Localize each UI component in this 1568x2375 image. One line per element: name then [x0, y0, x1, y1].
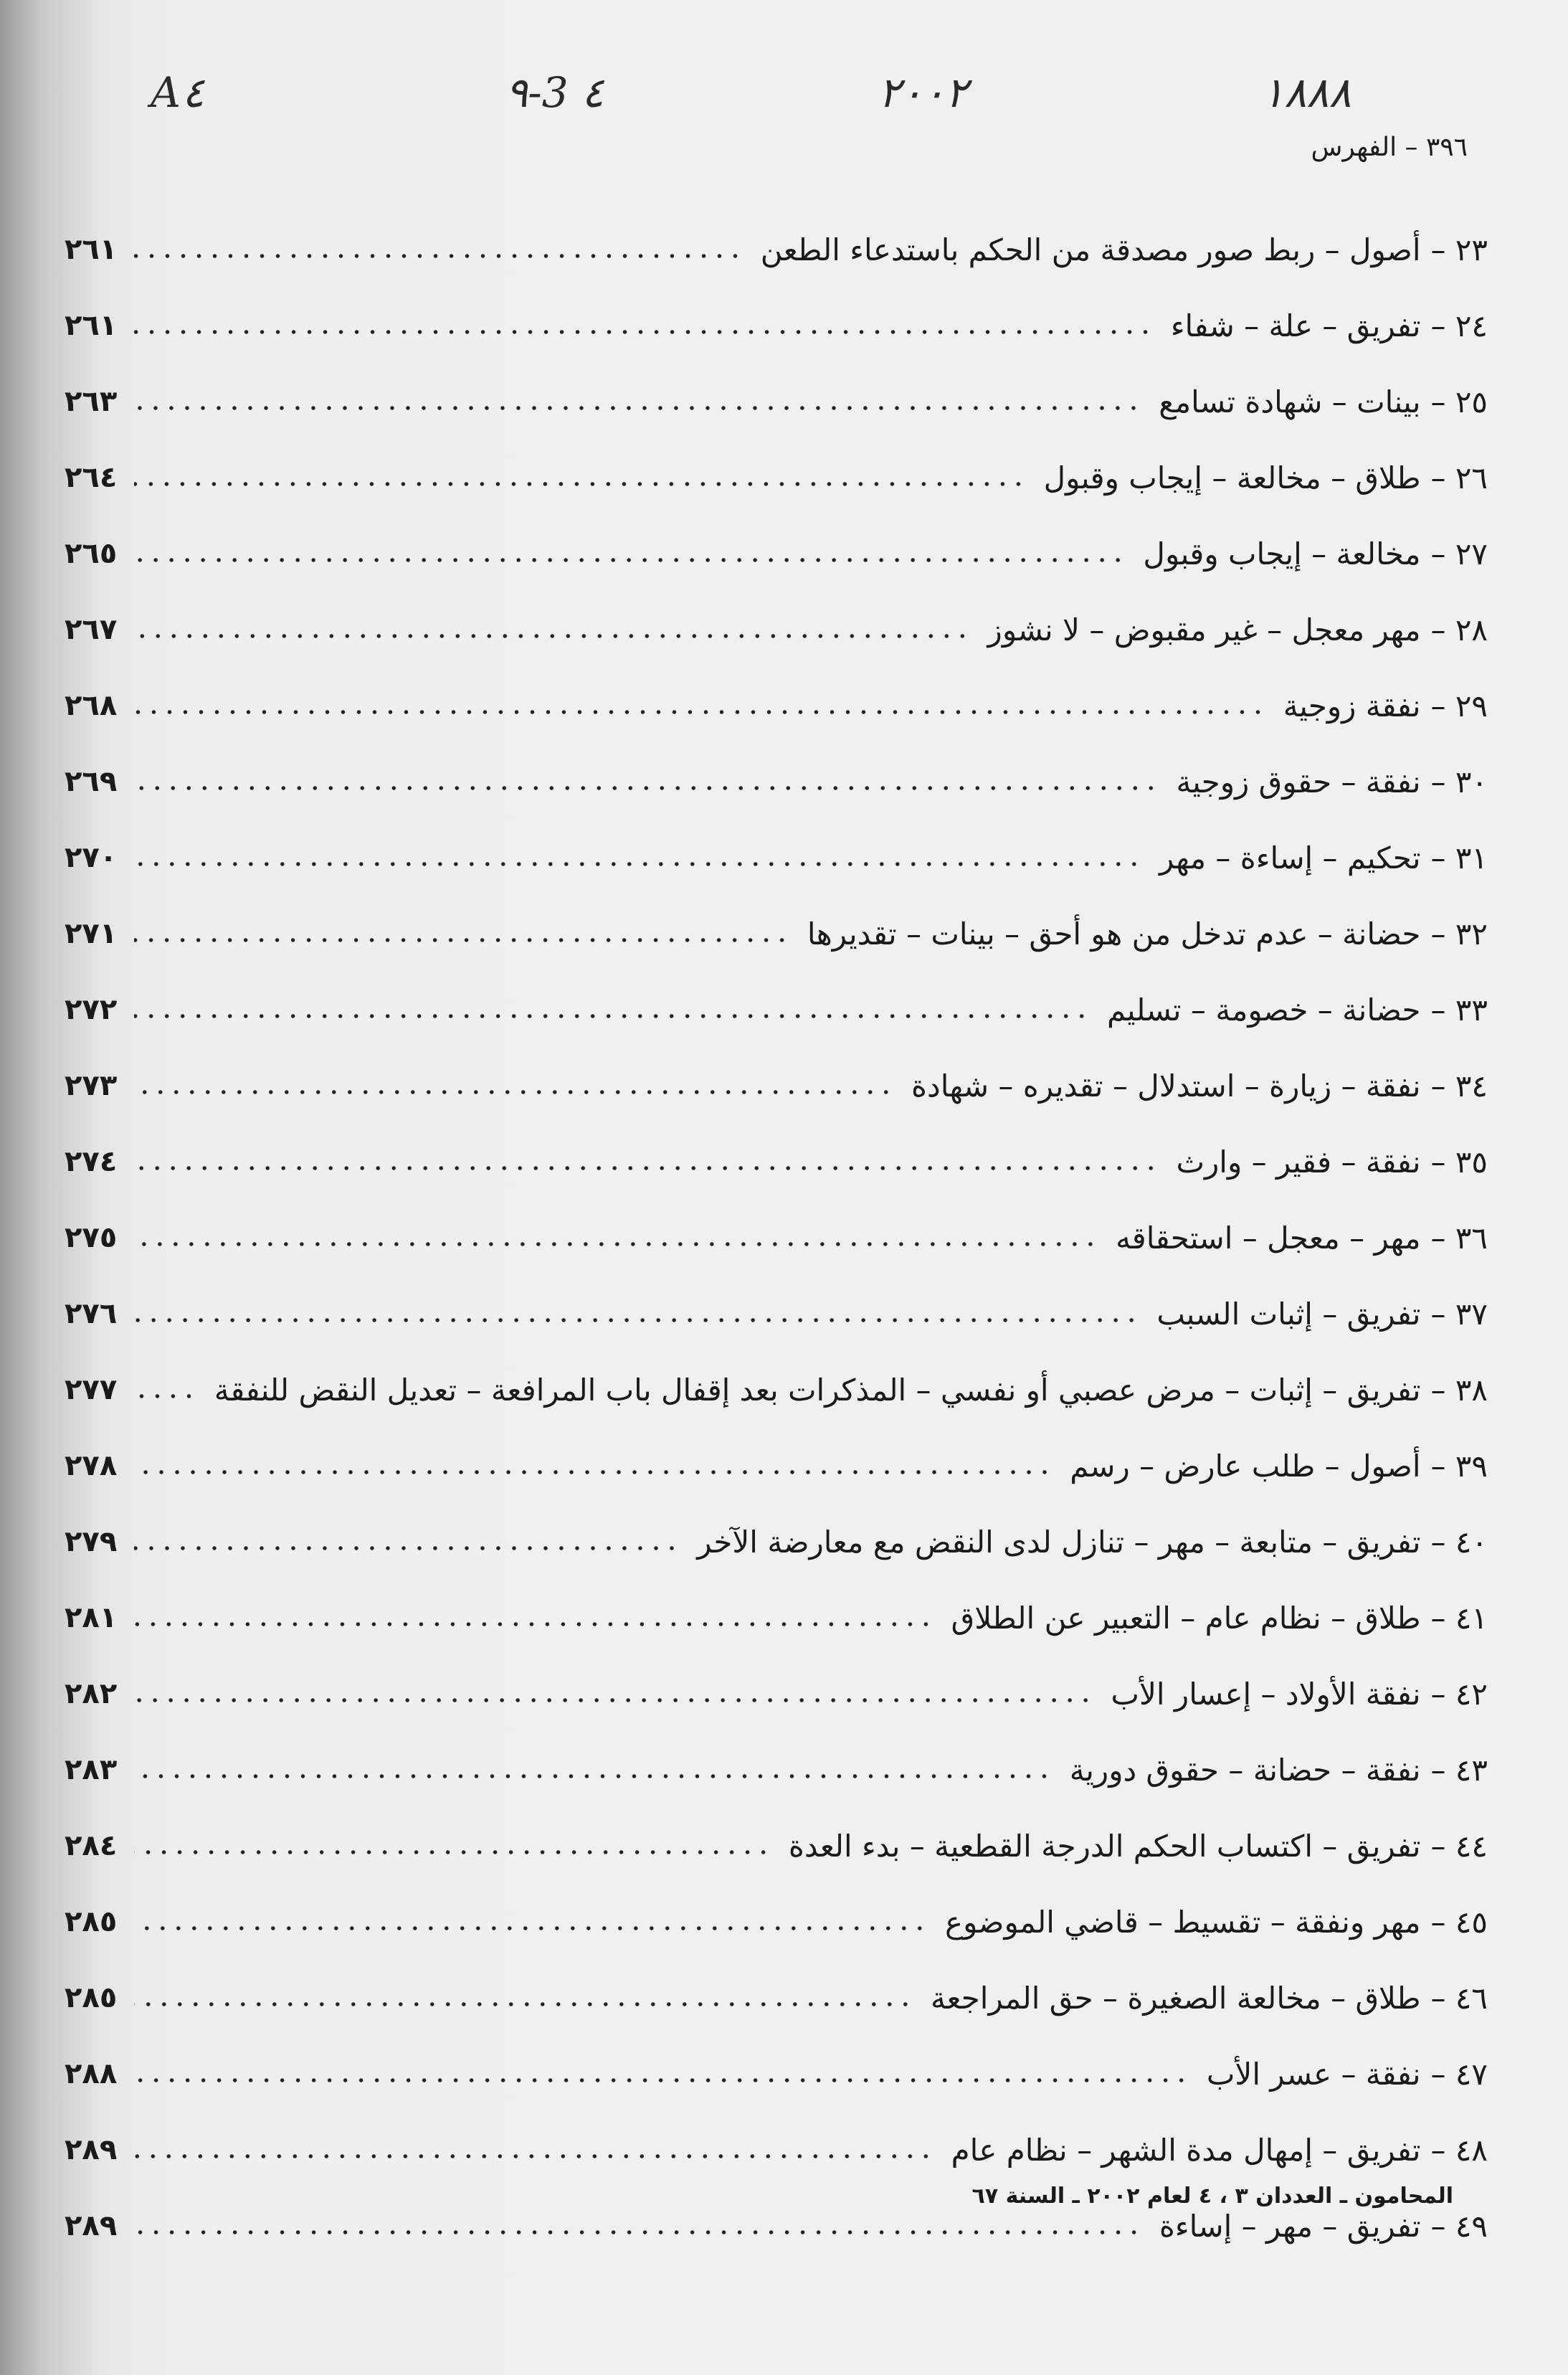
- dot-leader: [134, 481, 1026, 487]
- toc-entry: [65, 592, 1488, 668]
- toc-entry: [65, 1352, 1488, 1428]
- toc-entry: [65, 364, 1488, 440]
- header-page-number: ٣٩٦: [1425, 133, 1468, 162]
- entry-number: ٤٨ –: [1430, 2132, 1488, 2168]
- entry-page-number: ٢٦٣: [65, 385, 118, 418]
- dot-leader: [134, 1317, 1139, 1323]
- entry-page-number: ٢٦٥: [65, 537, 118, 570]
- entry-title: تفريق – مهر – إساءة: [1159, 2208, 1421, 2244]
- toc-entry: [65, 1048, 1488, 1124]
- entry-page-number: ٢٦١: [65, 309, 118, 342]
- entry-title: أصول – ربط صور مصدقة من الحكم باستدعاء الطعن: [760, 232, 1421, 267]
- table-of-contents: [65, 212, 1488, 2264]
- entry-title: مهر – معجل – استحقاقه: [1116, 1220, 1421, 1256]
- toc-entry: [65, 1732, 1488, 1808]
- toc-entry: [65, 2036, 1488, 2112]
- entry-page-number: ٢٨٩: [65, 2133, 118, 2166]
- entry-number: ٤٧ –: [1430, 2056, 1488, 2092]
- entry-page-number: ٢٧٣: [65, 1069, 118, 1102]
- entry-title: نفقة – عسر الأب: [1206, 2056, 1421, 2092]
- entry-page-number: ٢٨٥: [65, 1981, 118, 2014]
- dot-leader: [134, 1165, 1159, 1171]
- dot-leader: [134, 1241, 1098, 1247]
- entry-title: تفريق – إمهال مدة الشهر – نظام عام: [951, 2132, 1421, 2168]
- dot-leader: [134, 1545, 680, 1551]
- toc-entry: [65, 896, 1488, 972]
- toc-entry: [65, 288, 1488, 364]
- dot-leader: [134, 329, 1154, 335]
- toc-entry: [65, 1428, 1488, 1504]
- dot-leader: [134, 709, 1265, 715]
- entry-number: ٣٧ –: [1430, 1296, 1488, 1332]
- handwritten-note-3: ٢٠٠٢: [878, 68, 968, 117]
- entry-number: ٣٩ –: [1430, 1448, 1488, 1484]
- entry-number: ٢٨ –: [1430, 612, 1488, 648]
- entry-title: طلاق – نظام عام – التعبير عن الطلاق: [951, 1600, 1421, 1636]
- entry-title: نفقة – زيارة – استدلال – تقديره – شهادة: [911, 1068, 1421, 1104]
- entry-number: ٤٥ –: [1430, 1904, 1488, 1940]
- dot-leader: [134, 2077, 1189, 2083]
- dot-leader: [134, 633, 970, 639]
- entry-page-number: ٢٦٧: [65, 613, 118, 646]
- toc-entry: [65, 1656, 1488, 1732]
- toc-entry: [65, 972, 1488, 1048]
- entry-page-number: ٢٨٢: [65, 1677, 118, 1710]
- dot-leader: [134, 1469, 1053, 1475]
- header-section-title: الفهرس: [1311, 133, 1397, 162]
- entry-number: ٣٨ –: [1430, 1372, 1488, 1408]
- toc-entry: [65, 820, 1488, 896]
- handwritten-note-4: ١٨٨٨: [1262, 68, 1351, 117]
- dot-leader: [134, 1697, 1093, 1703]
- toc-entry: [65, 1960, 1488, 2036]
- entry-number: ٣٦ –: [1430, 1220, 1488, 1256]
- dot-leader: [134, 1393, 196, 1399]
- entry-number: ٣٢ –: [1430, 916, 1488, 952]
- entry-title: تفريق – إثبات – مرض عصبي أو نفسي – المذكرات بعد إقفال باب المرافعة – تعديل النقض للنفقة: [214, 1372, 1421, 1408]
- entry-number: ٢٧ –: [1430, 536, 1488, 572]
- entry-page-number: ٢٦١: [65, 233, 118, 266]
- entry-page-number: ٢٦٩: [65, 765, 118, 798]
- entry-title: تحكيم – إساءة – مهر: [1159, 840, 1421, 876]
- entry-title: تفريق – إثبات السبب: [1156, 1296, 1421, 1332]
- entry-number: ٢٩ –: [1430, 688, 1488, 724]
- entry-title: نفقة – فقير – وارث: [1176, 1144, 1421, 1180]
- entry-title: طلاق – مخالعة – إيجاب وقبول: [1043, 460, 1421, 496]
- entry-page-number: ٢٧١: [65, 917, 118, 950]
- entry-page-number: ٢٧٠: [65, 841, 118, 874]
- dot-leader: [134, 1773, 1052, 1779]
- toc-entry: [65, 1200, 1488, 1276]
- entry-number: ٤٩ –: [1430, 2208, 1488, 2244]
- entry-page-number: ٢٧٤: [65, 1145, 118, 1178]
- entry-number: ٢٥ –: [1430, 384, 1488, 419]
- dot-leader: [134, 1621, 933, 1627]
- entry-title: نفقة زوجية: [1283, 688, 1421, 724]
- entry-page-number: ٢٨٤: [65, 1829, 118, 1862]
- entry-page-number: ٢٧٦: [65, 1297, 118, 1330]
- dot-leader: [134, 405, 1141, 411]
- toc-entry: [65, 1276, 1488, 1352]
- entry-page-number: ٢٨٩: [65, 2209, 118, 2242]
- dot-leader: [134, 861, 1142, 867]
- dot-leader: [134, 2001, 913, 2007]
- entry-title: تفريق – اكتساب الحكم الدرجة القطعية – بدء العدة: [788, 1828, 1421, 1864]
- page-header: ٣٩٦ – الفهرس: [1311, 133, 1468, 162]
- entry-title: نفقة – حضانة – حقوق دورية: [1069, 1752, 1421, 1788]
- toc-entry: [65, 668, 1488, 744]
- entry-page-number: ٢٧٧: [65, 1373, 118, 1406]
- toc-entry: [65, 1580, 1488, 1656]
- entry-page-number: ٢٧٥: [65, 1221, 118, 1254]
- handwritten-note-1: A٤: [151, 68, 205, 117]
- entry-number: ٣٥ –: [1430, 1144, 1488, 1180]
- entry-number: ٣٠ –: [1430, 764, 1488, 800]
- dot-leader: [134, 2153, 933, 2159]
- entry-title: حضانة – خصومة – تسليم: [1106, 992, 1421, 1028]
- dot-leader: [134, 253, 743, 259]
- entry-title: تفريق – علة – شفاء: [1170, 308, 1421, 343]
- page-footer: المحامون ـ العددان ٣ ، ٤ لعام ٢٠٠٢ ـ السنة ٦٧: [971, 2184, 1453, 2209]
- dot-leader: [134, 1849, 771, 1855]
- toc-entry: [65, 744, 1488, 820]
- entry-page-number: ٢٦٨: [65, 689, 118, 722]
- dot-leader: [134, 1013, 1090, 1019]
- dot-leader: [134, 1925, 928, 1931]
- entry-page-number: ٢٦٤: [65, 461, 118, 494]
- entry-number: ٤١ –: [1430, 1600, 1488, 1636]
- toc-entry: [65, 1884, 1488, 1960]
- entry-number: ٤٢ –: [1430, 1676, 1488, 1712]
- entry-number: ٤٦ –: [1430, 1980, 1488, 2016]
- entry-title: مهر ونفقة – تقسيط – قاضي الموضوع: [945, 1904, 1421, 1940]
- toc-entry: [65, 2112, 1488, 2188]
- entry-page-number: ٢٨٥: [65, 1905, 118, 1938]
- dot-leader: [134, 2229, 1142, 2235]
- entry-title: مهر معجل – غير مقبوض – لا نشوز: [987, 612, 1421, 648]
- dot-leader: [134, 785, 1159, 791]
- handwritten-note-2: ٩-3 ٤: [505, 68, 604, 117]
- entry-number: ٣٣ –: [1430, 992, 1488, 1028]
- entry-title: طلاق – مخالعة الصغيرة – حق المراجعة: [931, 1980, 1421, 2016]
- entry-title: بينات – شهادة تسامع: [1159, 384, 1421, 419]
- toc-entry: [65, 212, 1488, 288]
- entry-page-number: ٢٧٢: [65, 993, 118, 1026]
- entry-number: ٢٦ –: [1430, 460, 1488, 496]
- entry-number: ٣١ –: [1430, 840, 1488, 876]
- entry-page-number: ٢٨٣: [65, 1753, 118, 1786]
- toc-entry: [65, 1504, 1488, 1580]
- toc-entry: [65, 1808, 1488, 1884]
- entry-title: تفريق – متابعة – مهر – تنازل لدى النقض مع معارضة الآخر: [697, 1524, 1421, 1560]
- entry-title: مخالعة – إيجاب وقبول: [1143, 536, 1421, 572]
- entry-title: حضانة – عدم تدخل من هو أحق – بينات – تقديرها: [807, 916, 1421, 952]
- entry-page-number: ٢٨١: [65, 1601, 118, 1634]
- toc-entry: [65, 1124, 1488, 1200]
- toc-entry: [65, 516, 1488, 592]
- dot-leader: [134, 557, 1126, 563]
- toc-entry: [65, 440, 1488, 516]
- entry-title: نفقة – حقوق زوجية: [1176, 764, 1421, 800]
- entry-page-number: ٢٧٨: [65, 1449, 118, 1482]
- entry-title: نفقة الأولاد – إعسار الأب: [1111, 1676, 1421, 1712]
- entry-number: ٢٤ –: [1430, 308, 1488, 343]
- entry-page-number: ٢٨٨: [65, 2057, 118, 2090]
- dot-leader: [134, 1089, 894, 1095]
- entry-page-number: ٢٧٩: [65, 1525, 118, 1558]
- entry-number: ٤٠ –: [1430, 1524, 1488, 1560]
- dot-leader: [134, 937, 790, 943]
- entry-number: ٣٤ –: [1430, 1068, 1488, 1104]
- entry-number: ٤٤ –: [1430, 1828, 1488, 1864]
- entry-number: ٢٣ –: [1430, 232, 1488, 267]
- entry-title: أصول – طلب عارض – رسم: [1070, 1448, 1421, 1484]
- entry-number: ٤٣ –: [1430, 1752, 1488, 1788]
